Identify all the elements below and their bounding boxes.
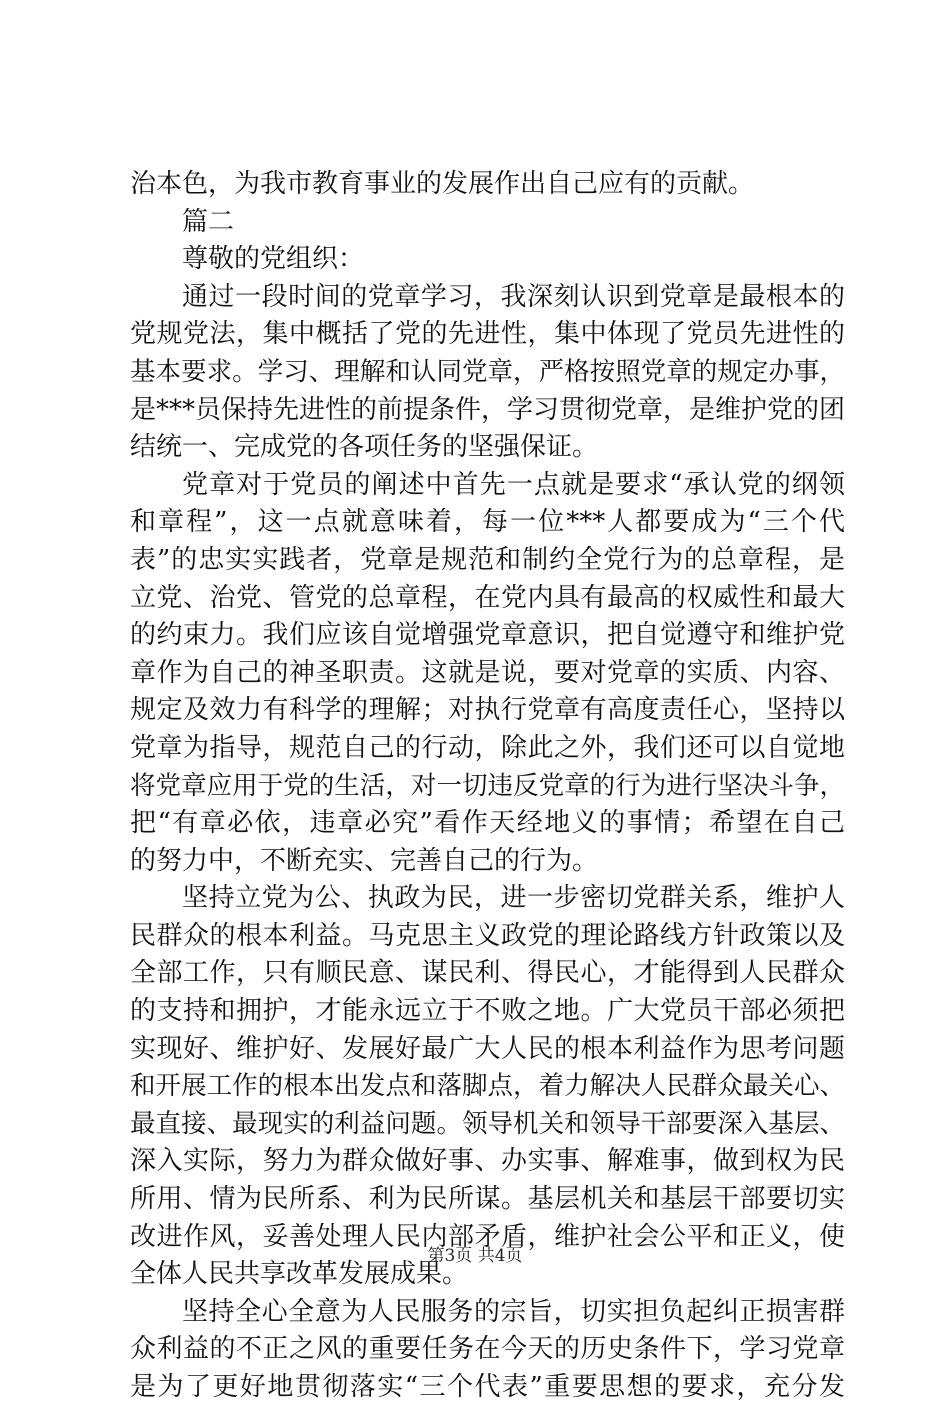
text-line: 篇二 bbox=[182, 206, 235, 237]
text-line: 和开展工作的根本出发点和落脚点，着力解决人民群众最关心、 bbox=[130, 1071, 845, 1102]
text-line: 表”的忠实实践者，党章是规范和制约全党行为的总章程，是 bbox=[130, 544, 845, 575]
text-line: 立党、治党、管党的总章程，在党内具有最高的权威性和最大 bbox=[130, 582, 845, 613]
text-line: 深入实际，努力为群众做好事、办实事、解难事，做到权为民 bbox=[130, 1146, 845, 1177]
text-line: 是为了更好地贯彻落实“三个代表”重要思想的要求，充分发 bbox=[130, 1372, 845, 1402]
text-line: 坚持全心全意为人民服务的宗旨，切实担负起纠正损害群 bbox=[182, 1296, 845, 1327]
text-line: 规定及效力有科学的理解；对执行党章有高度责任心，坚持以 bbox=[130, 695, 845, 726]
document-body bbox=[130, 166, 845, 1407]
text-line: 实现好、维护好、发展好最广大人民的根本利益作为思考问题 bbox=[130, 1033, 845, 1064]
text-line: 全体人民共享改革发展成果。 bbox=[130, 1259, 469, 1290]
text-line: 基本要求。学习、理解和认同党章，严格按照党章的规定办事， bbox=[130, 356, 845, 387]
text-line: 把“有章必依，违章必究”看作天经地义的事情；希望在自己 bbox=[130, 808, 845, 839]
text-line: 将党章应用于党的生活，对一切违反党章的行为进行坚决斗争， bbox=[130, 770, 845, 801]
text-line: 全部工作，只有顺民意、谋民利、得民心，才能得到人民群众 bbox=[130, 958, 845, 989]
text-line: 的支持和拥护，才能永远立于不败之地。广大党员干部必须把 bbox=[130, 996, 845, 1027]
text-line: 是***员保持先进性的前提条件，学习贯彻党章，是维护党的团 bbox=[130, 394, 846, 425]
text-line: 党章对于党员的阐述中首先一点就是要求“承认党的纲领 bbox=[182, 469, 845, 500]
text-line: 治本色，为我市教育事业的发展作出自己应有的贡献。 bbox=[130, 169, 755, 199]
text-line: 的约束力。我们应该自觉增强党章意识，把自觉遵守和维护党 bbox=[130, 620, 845, 651]
text-line: 尊敬的党组织： bbox=[182, 244, 365, 275]
text-line: 所用、情为民所系、利为民所谋。基层机关和基层干部要切实 bbox=[130, 1184, 845, 1215]
text-line: 民群众的根本利益。马克思主义政党的理论路线方针政策以及 bbox=[130, 920, 845, 951]
page-number-footer: 第3页 共4页 bbox=[427, 1246, 523, 1266]
text-line: 通过一段时间的党章学习，我深刻认识到党章是最根本的 bbox=[182, 281, 845, 312]
text-line: 改进作风，妥善处理人民内部矛盾，维护社会公平和正义，使 bbox=[130, 1221, 845, 1252]
text-line: 最直接、最现实的利益问题。领导机关和领导干部要深入基层、 bbox=[130, 1108, 845, 1139]
text-line: 和章程”，这一点就意味着，每一位***人都要成为“三个代 bbox=[130, 507, 845, 538]
text-line: 章作为自己的神圣职责。这就是说，要对党章的实质、内容、 bbox=[130, 657, 845, 688]
text-line: 结统一、完成党的各项任务的坚强保证。 bbox=[130, 432, 599, 463]
text-line: 党规党法，集中概括了党的先进性，集中体现了党员先进性的 bbox=[130, 319, 845, 350]
text-line: 的努力中，不断充实、完善自己的行为。 bbox=[130, 845, 599, 876]
text-line: 党章为指导，规范自己的行动，除此之外，我们还可以自觉地 bbox=[130, 732, 845, 763]
text-line: 坚持立党为公、执政为民，进一步密切党群关系，维护人 bbox=[182, 883, 845, 914]
text-line: 众利益的不正之风的重要任务在今天的历史条件下，学习党章 bbox=[130, 1334, 845, 1365]
